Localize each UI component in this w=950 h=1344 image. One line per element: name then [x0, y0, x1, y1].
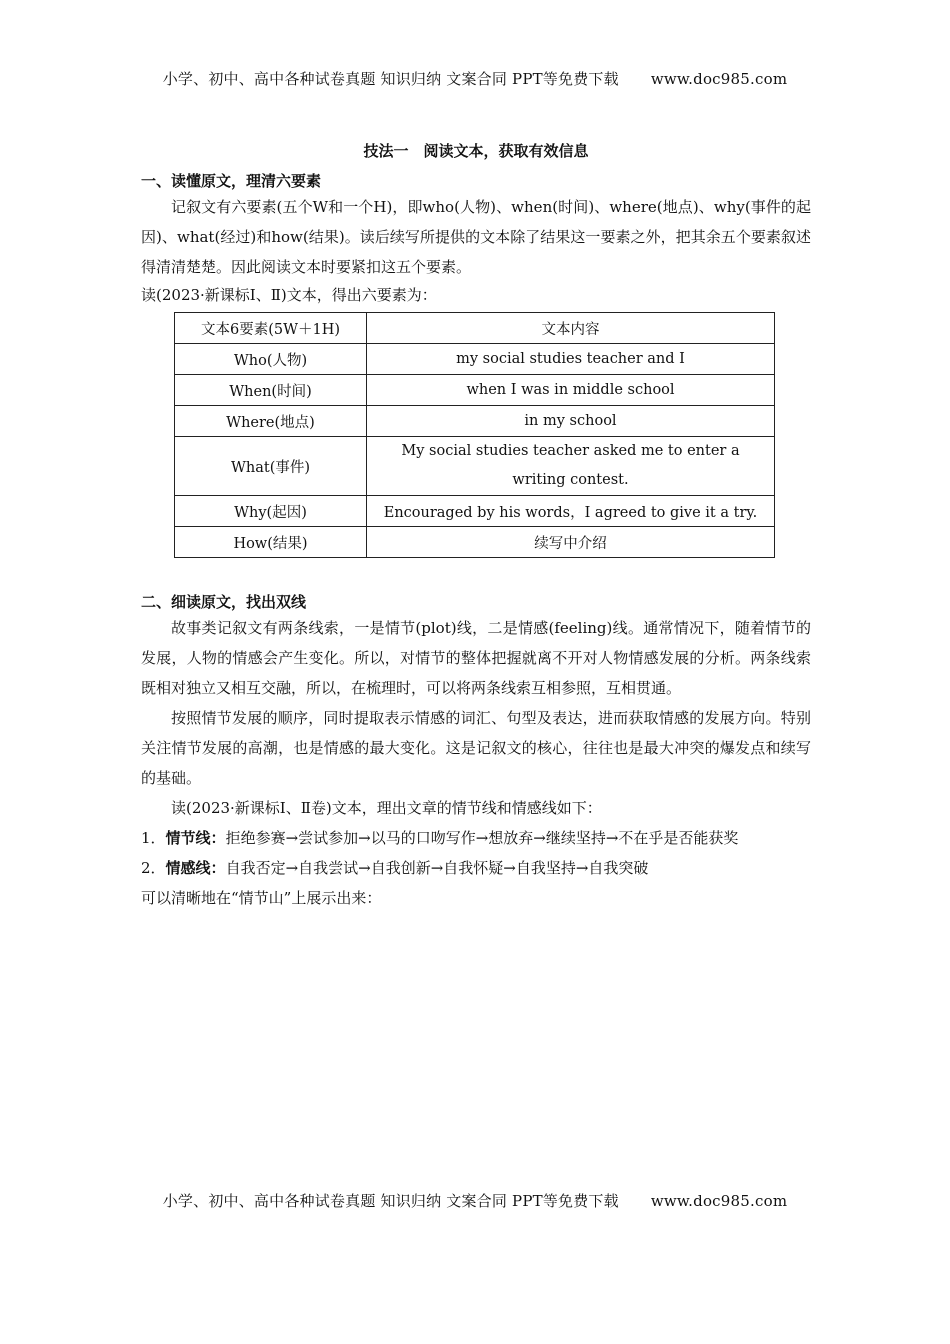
plot-number: 1．	[141, 829, 166, 847]
table-header-element: 文本6要素(5W＋1H)	[175, 313, 367, 344]
table-cell-content: Encouraged by his words，I agreed to give it a try.	[367, 496, 775, 527]
table-row	[175, 375, 775, 406]
table-header-row	[175, 313, 775, 344]
section2-paragraph-1: 故事类记叙文有两条线索，一是情节(plot)线，二是情感(feeling)线。通常情况下，随着情节的发展，人物的情感会产生变化。所以，对情节的整体把握就离不开对人物情感发展的分析。两条线索既相对独立又相互交融，所以，在梳理时，可以将两条线索互相参照，互相贯通。	[141, 619, 811, 697]
feeling-label: 情感线：	[165, 859, 226, 877]
plot-line	[141, 823, 811, 853]
plot-text: 拒绝参赛→尝试参加→以马的口吻写作→想放弃→继续坚持→不在乎是否能获奖	[225, 829, 739, 847]
section2-heading: 二、细读原文，找出双线	[141, 593, 307, 611]
table-cell-content: when I was in middle school	[367, 375, 775, 406]
page-header	[0, 68, 950, 89]
section1-heading: 一、读懂原文，理清六要素	[141, 172, 322, 190]
header-text: 小学、初中、高中各种试卷真题 知识归纳 文案合同 PPT等免费下载	[162, 70, 619, 88]
table-row	[175, 344, 775, 375]
closing-line: 可以清晰地在“情节山”上展示出来：	[141, 889, 382, 907]
header-site-link[interactable]: www.doc985.com	[650, 70, 788, 88]
table-cell-element: What(事件)	[175, 437, 367, 496]
feeling-text: 自我否定→自我尝试→自我创新→自我怀疑→自我坚持→自我突破	[225, 859, 649, 877]
table-cell-content: in my school	[367, 406, 775, 437]
plot-label: 情节线：	[165, 829, 226, 847]
table-cell-element: Where(地点)	[175, 406, 367, 437]
page-footer	[0, 1190, 950, 1211]
section1-intro: 读(2023·新课标Ⅰ、Ⅱ)文本，得出六要素为：	[141, 286, 437, 304]
section1-paragraph: 记叙文有六要素(五个W和一个H)，即who(人物)、when(时间)、where(地点)、why(事件的起因)、what(经过)和how(结果)。读后续写所提供的文本除了结果这一要素之外，把其余五个要素叙述得清清楚楚。因此阅读文本时要紧扣这五个要素。	[141, 198, 811, 276]
section2-intro: 读(2023·新课标Ⅰ、Ⅱ卷)文本，理出文章的情节线和情感线如下：	[171, 799, 602, 817]
table-cell-content: 续写中介绍	[367, 527, 775, 558]
footer-site-link[interactable]: www.doc985.com	[650, 1192, 788, 1210]
document-body	[141, 140, 811, 913]
table-row	[175, 437, 775, 496]
table-row	[175, 496, 775, 527]
six-elements-table	[174, 312, 775, 558]
table-cell-element: When(时间)	[175, 375, 367, 406]
section2	[141, 591, 811, 913]
table-header-content: 文本内容	[367, 313, 775, 344]
table-row	[175, 527, 775, 558]
table-cell-element: Why(起因)	[175, 496, 367, 527]
table-cell-element: How(结果)	[175, 527, 367, 558]
feeling-line	[141, 853, 811, 883]
page-title: 技法一 阅读文本，获取有效信息	[363, 142, 589, 160]
table-row	[175, 406, 775, 437]
table-cell-content: My social studies teacher asked me to enter a writing contest.	[367, 437, 775, 496]
section2-paragraph-2: 按照情节发展的顺序，同时提取表示情感的词汇、句型及表达，进而获取情感的发展方向。特别关注情节发展的高潮，也是情感的最大变化。这是记叙文的核心，往往也是最大冲突的爆发点和续写的基础。	[141, 709, 811, 787]
feeling-number: 2．	[141, 859, 166, 877]
table-cell-content: my social studies teacher and I	[367, 344, 775, 375]
footer-text: 小学、初中、高中各种试卷真题 知识归纳 文案合同 PPT等免费下载	[162, 1192, 619, 1210]
table-cell-element: Who(人物)	[175, 344, 367, 375]
